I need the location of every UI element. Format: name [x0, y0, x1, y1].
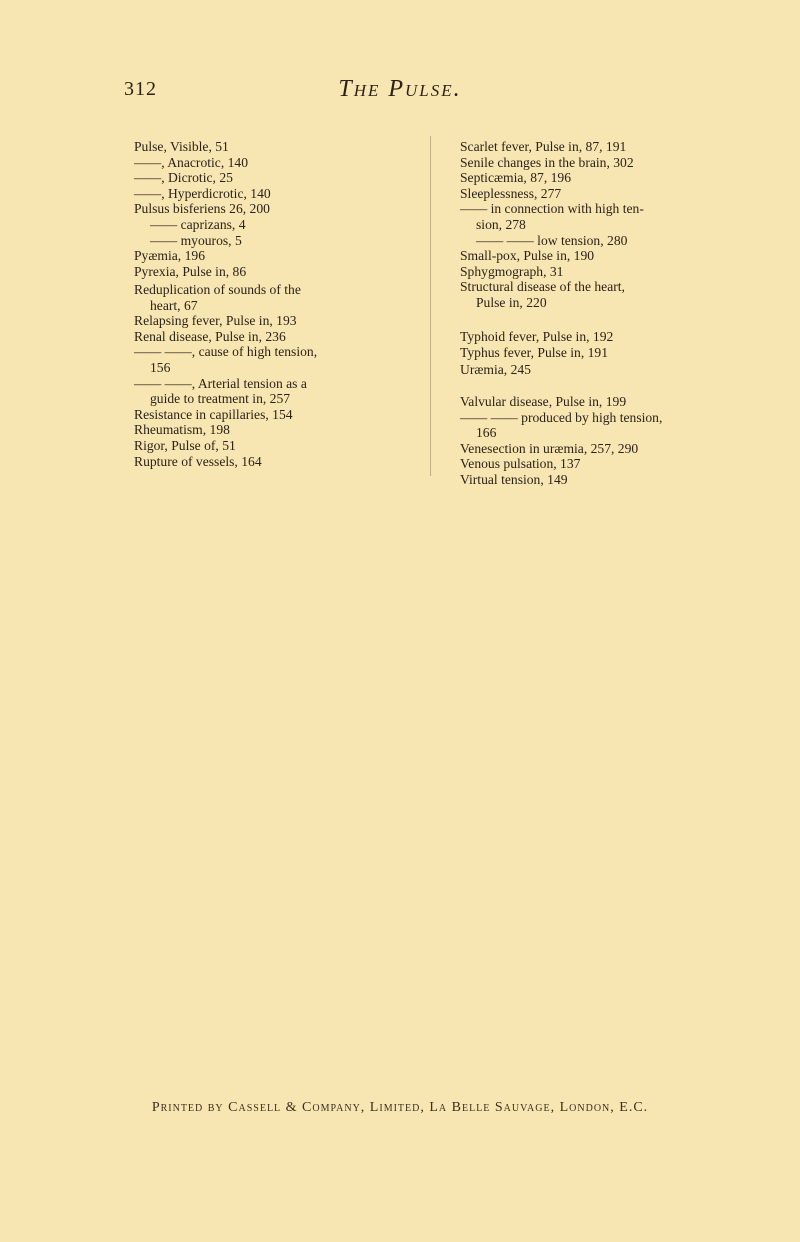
index-entry: Rigor, Pulse of, 51 — [134, 437, 236, 453]
running-title: The Pulse. — [338, 76, 462, 102]
index-entry: Septicæmia, 87, 196 — [460, 170, 572, 186]
index-entry: Typhoid fever, Pulse in, 192 — [460, 329, 614, 344]
index-entry: —— —— produced by high tension, — [460, 409, 663, 425]
index-entry: 166 — [476, 425, 497, 441]
index-entry: —— —— low tension, 280 — [476, 232, 628, 248]
index-entry: Pulse, Visible, 51 — [134, 139, 229, 154]
index-entry: Rheumatism, 198 — [134, 422, 230, 438]
index-entry: Sleeplessness, 277 — [460, 185, 562, 201]
index-entry: sion, 278 — [476, 216, 526, 232]
index-entry: ——, Hyperdicrotic, 140 — [134, 185, 271, 201]
index-entry: heart, 67 — [150, 297, 198, 313]
index-entry: Relapsing fever, Pulse in, 193 — [134, 313, 297, 329]
printer-imprint: Printed by Cassell & Company, Limited, La Belle Sauvage, London, E.C. — [151, 1100, 649, 1115]
index-entry: Pyrexia, Pulse in, 86 — [134, 263, 247, 279]
index-entry: Structural disease of the heart, — [460, 279, 625, 295]
index-entry: Scarlet fever, Pulse in, 87, 191 — [460, 139, 627, 154]
index-entry: —— caprizans, 4 — [150, 216, 246, 232]
index-right-group-v — [460, 394, 790, 488]
index-entry: Small-pox, Pulse in, 190 — [460, 248, 595, 264]
index-entry: Virtual tension, 149 — [460, 471, 568, 487]
index-entry: Resistance in capillaries, 154 — [134, 406, 293, 422]
index-left-group-p — [134, 139, 434, 279]
index-left-group-r — [134, 282, 434, 469]
index-entry: guide to treatment in, 257 — [150, 391, 291, 407]
index-entry: Renal disease, Pulse in, 236 — [134, 328, 286, 344]
page-number: 312 — [124, 78, 157, 100]
index-entry: Valvular disease, Pulse in, 199 — [460, 394, 627, 409]
index-entry: Pulsus bisferiens 26, 200 — [134, 201, 270, 217]
index-entry: —— ——, Arterial tension as a — [134, 375, 307, 391]
index-entry: Venous pulsation, 137 — [460, 456, 581, 472]
index-entry: ——, Dicrotic, 25 — [134, 170, 233, 186]
index-entry: Reduplication of sounds of the — [134, 282, 301, 297]
index-entry: Pulse in, 220 — [476, 294, 547, 310]
index-entry: Typhus fever, Pulse in, 191 — [460, 344, 609, 360]
index-entry: —— ——, cause of high tension, — [134, 344, 318, 360]
index-entry: Venesection in uræmia, 257, 290 — [460, 440, 639, 456]
index-entry: Sphygmograph, 31 — [460, 263, 564, 279]
index-entry: Rupture of vessels, 164 — [134, 453, 262, 469]
index-entry: Senile changes in the brain, 302 — [460, 154, 634, 170]
index-right-group-u — [460, 362, 790, 378]
index-entry: —— myouros, 5 — [150, 232, 242, 248]
index-entry: 156 — [150, 359, 171, 375]
index-right-group-t — [460, 329, 790, 360]
index-entry: —— in connection with high ten- — [460, 201, 644, 217]
index-entry: ——, Anacrotic, 140 — [134, 154, 249, 170]
index-right-group-s — [460, 139, 790, 311]
index-entry: Uræmia, 245 — [460, 362, 531, 377]
index-entry: Pyæmia, 196 — [134, 248, 205, 264]
